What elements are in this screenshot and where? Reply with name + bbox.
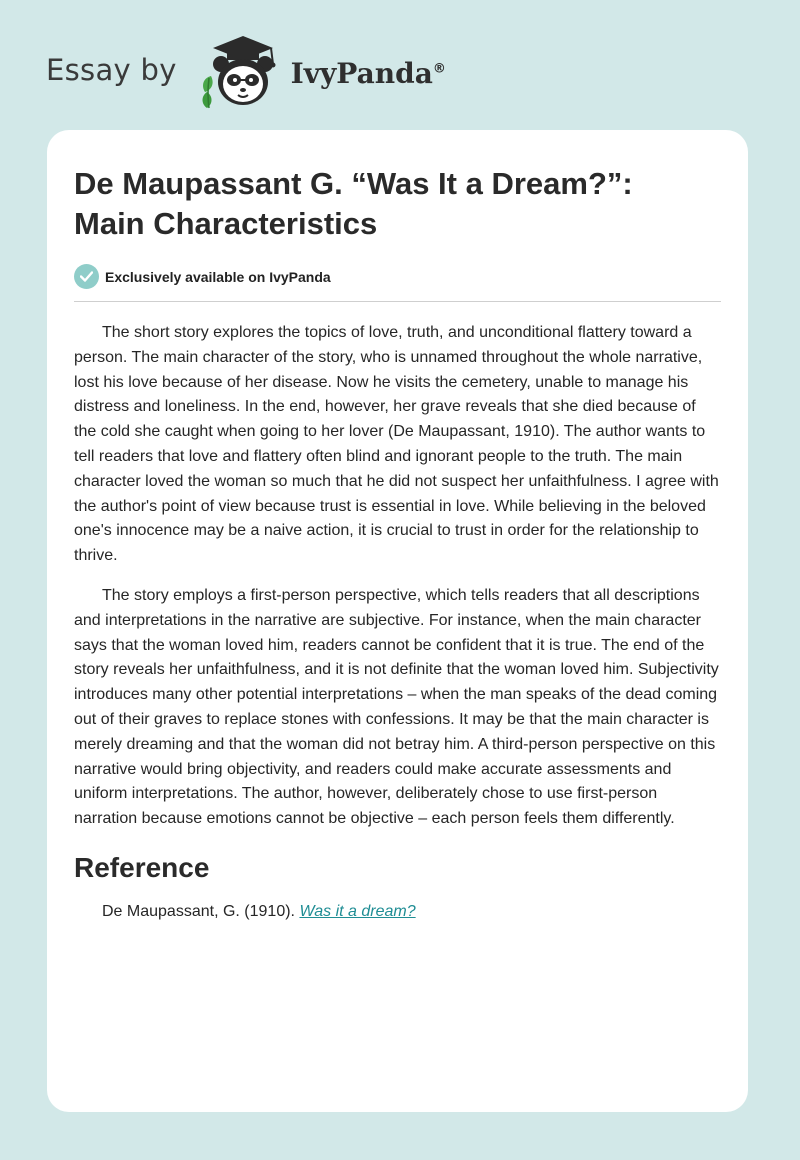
essay-card [47,130,748,1112]
page-title [74,164,721,244]
title-line-2: Main Characteristics [74,206,378,241]
check-icon [74,264,99,289]
reference-text: De Maupassant, G. (1910). [102,902,300,920]
reference-link[interactable]: Was it a dream? [299,902,416,920]
ivypanda-logo-text: IvyPanda® [290,56,446,90]
exclusive-badge-label: Exclusively available on IvyPanda [105,268,331,285]
reference-entry [74,903,721,921]
brand-header [46,34,446,110]
essay-body [74,321,721,832]
exclusive-badge [74,264,721,289]
title-line-1: De Maupassant G. “Was It a Dream?”: [74,166,633,201]
essay-by-label: Essay by [46,53,177,87]
reference-heading: Reference [74,851,210,883]
paragraph: The short story explores the topics of love, truth, and unconditional flattery toward a person. The main character of the story, who is unnamed throughout the whole narrative, lost his love because of her disease. Now he visits the cemetery, unable to manage his distress and loneliness. In the end, however, her grave reveals that she died because of the cold she caught when going to her lover (De Maupassant, 1910). The author wants to tell readers that love and flattery often blind and ignorant people to the truth. The main character loved the woman so much that he did not suspect her unfaithfulness. I agree with the author's point of view because trust is essential in love. While believing in the beloved one's innocence may be a naive action, it is crucial to trust in order for the relationship to thrive. [74,324,719,565]
panda-logo-icon [193,34,285,110]
paragraph: The story employs a first-person perspective, which tells readers that all descriptions and interpretations in the narrative are subjective. For instance, when the main character says that the woman loved him, readers cannot be confident that it is true. The end of the story reveals her unfaithfulness, and it is not definite that the woman loved him. Subjectivity introduces many other potential interpretations – when the man speaks of the dead coming out of their graves to replace stones with confessions. It may be that the main character is merely dreaming and that the woman did not betray him. A third-person perspective on this narrative would bring objectivity, and readers could make accurate assessments and uniform interpretations. The author, however, deliberately chose to use first-person narration because emotions cannot be objective – each person feels them differently. [74,586,719,828]
divider [74,301,721,302]
